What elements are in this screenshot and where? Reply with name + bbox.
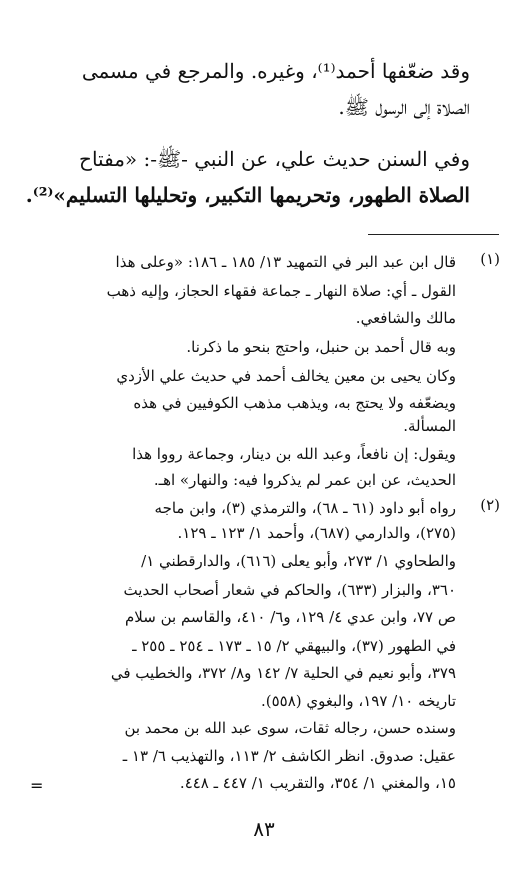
footnote-line: والطحاوي ١/ ٢٧٣، وأبو يعلى (٦١٦)، والدارقطني ١/ xyxy=(141,552,456,570)
footnote-line: عقيل: صدوق. انظر الكاشف ٢/ ١١٣، والتهذيب ٦/ ١٣ ـ xyxy=(122,747,456,765)
main-text-line: الصلاة الطهور، وتحريمها التكبير، وتحليلها التسليم»⁽²⁾. xyxy=(25,183,470,207)
footnote-line: (٢٧٥)، والدارمي (٦٨٧)، وأحمد ١/ ١٢٣ ـ ١٢٩. xyxy=(177,524,456,542)
footnote-line: في الطهور (٣٧)، والبيهقي ٢/ ١٥ ـ ١٧٣ ـ ٢٥٤ ـ ٢٥٥ ـ xyxy=(132,637,456,655)
footnote-line: ويضعّفه ولا يحتج به، ويذهب مذهب الكوفيين في هذه xyxy=(133,394,456,412)
footnote-line: مالك والشافعي. xyxy=(355,309,456,327)
footnote-line: ٣٦٠، والبزار (٦٣٣)، والحاكم في شعار أصحاب الحديث xyxy=(123,581,456,599)
footnote-line: وبه قال أحمد بن حنبل، واحتج بنحو ما ذكرنا. xyxy=(186,338,456,356)
footnote-line: ١٥، والمغني ١/ ٣٥٤، والتقريب ١/ ٤٤٧ ـ ٤٤٨. xyxy=(179,774,456,792)
main-text-line: وفي السنن حديث علي، عن النبي -ﷺ-: «مفتاح xyxy=(79,147,470,171)
footnote-separator xyxy=(368,234,499,235)
footnote-line: قال ابن عبد البر في التمهيد ١٣/ ١٨٥ ـ ١٨٦: «وعلى هذا xyxy=(115,253,456,271)
footnote-line: المسألة. xyxy=(403,417,456,435)
page-number: ٨٣ xyxy=(253,817,275,841)
footnote-line: رواه أبو داود (٦١ ـ ٦٨)، والترمذي (٣)، وابن ماجه xyxy=(154,499,456,517)
main-text-line: وقد ضعّفها أحمد⁽¹⁾، وغيره. والمرجع في مسمى xyxy=(81,59,470,83)
continuation-mark: = xyxy=(30,776,44,795)
footnote-line: القول ـ أي: صلاة النهار ـ جماعة فقهاء الحجاز، وإليه ذهب xyxy=(106,282,456,300)
main-text-line: الصلاة إلى الرسول ﷺ. xyxy=(338,95,470,119)
footnote-line: ٣٧٩، وأبو نعيم في الحلية ٧/ ١٤٢ و٨/ ٣٧٢، والخطيب في xyxy=(110,664,456,682)
footnote-marker: (١) xyxy=(480,250,500,268)
footnote-line: وسنده حسن، رجاله ثقات، سوى عبد الله بن محمد بن xyxy=(124,719,456,737)
footnote-marker: (٢) xyxy=(480,496,500,514)
footnote-line: ص ٧٧، وابن عدي ٤/ ١٢٩، و٦/ ٤١٠، والقاسم بن سلام xyxy=(125,608,456,626)
footnote-line: ويقول: إن نافعاً، وعبد الله بن دينار، وجماعة رووا هذا xyxy=(132,445,456,463)
footnote-line: تاريخه ١٠/ ١٩٧، والبغوي (٥٥٨). xyxy=(260,692,456,710)
footnote-line: الحديث، عن ابن عمر لم يذكروا فيه: والنهار» اهـ. xyxy=(153,471,456,489)
footnote-line: وكان يحيى بن معين يخالف أحمد في حديث علي الأزدي xyxy=(116,367,456,385)
